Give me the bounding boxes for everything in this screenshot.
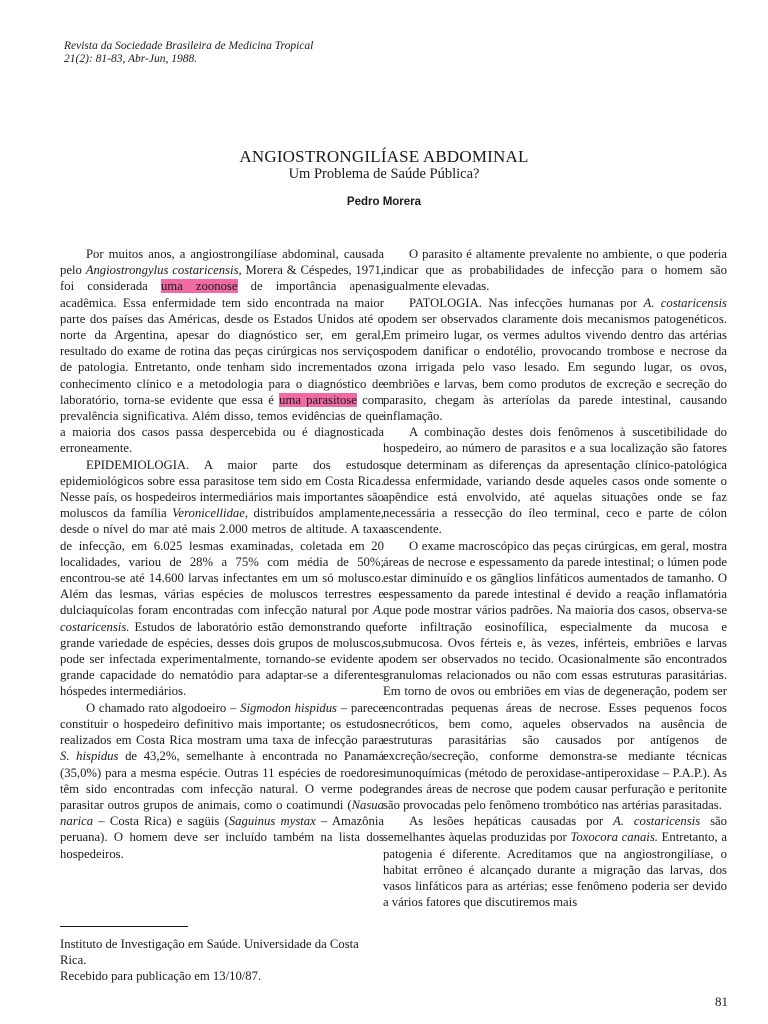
- left-column: [60, 246, 384, 862]
- paragraph-parasito-prevalente: O parasito é altamente prevalente no ambiente, o que poderia indicar que as probabilidades de infecção para o homem são igualmente elevadas.: [383, 247, 727, 294]
- paragraph-intro: Por muitos anos, a angiostrongilíase abdominal, causada pelo Angiostrongylus costaricensis, Morera & Céspedes, 1971, foi considerada uma zoonose de importância apenas acadêmica. Essa enfermidade tem sido encontrada na maior parte dos países das Américas, desde os Estados Unidos até o norte da Argentina, apesar do diagnóstico ser, em geral, resultado do exame de rotina das peças cirúrgicas nos serviços de patologia. Entretanto, onde tenham sido incrementados o conhecimento clínico e a metodologia para o diagnóstico de laboratório, torna-se evidente que essa é uma parasitose com prevalência significativa. Além disso, temos evidências de que a maioria dos casos passa despercebida ou é diagnosticada erroneamente.: [60, 247, 385, 456]
- paragraph-combinacao: A combinação destes dois fenômenos à suscetibilidade do hospedeiro, ao número de parasitos e a sua localização são fatores que determinam as diferenças da apresentação clínico-patológica dessa enfermidade, variando desde aqueles casos onde somente o apêndice está envolvido, até aquelas situações onde se faz necessária a ressecção do íleo terminal, ceco e parte de cólon ascendente.: [383, 425, 727, 537]
- footnote-divider: [60, 926, 188, 927]
- paragraph-lesoes-hepaticas: As lesões hepáticas causadas por A. costaricensis são semelhantes àquelas produzidas por Toxocora canais. Entretanto, a patogenia é diferente. Acreditamos que na angiostrongilíase, o habitat errôneo é alcançado durante a migração das larvas, dos vasos linfáticos para as artérias; esse fenômeno poderia ser devido a vários fatores que discutiremos mais: [383, 814, 727, 910]
- journal-name: Revista da Sociedade Brasileira de Medicina Tropical: [64, 40, 314, 52]
- article-title: ANGIOSTRONGILÍASE ABDOMINAL: [239, 147, 529, 166]
- right-column: [383, 246, 727, 910]
- footnote-affiliation: Instituto de Investigação em Saúde. Universidade da Costa Rica.: [60, 937, 359, 967]
- paragraph-exame-macroscopico: O exame macroscópico das peças cirúrgicas, em geral, mostra áreas de necrose e espessamento da parede intestinal; o lúmen pode estar diminuído e os gânglios linfáticos aumentados de tamanho. O espessamento da parede intestinal é devido a reação inflamatória que pode mostrar vários padrões. Na maioria dos casos, observa-se forte infiltração eosinofílica, especialmente da mucosa e submucosa. Ovos férteis e, às vezes, inférteis, embriões e larvas podem ser observados no tecido. Ocasionalmente são encontrados granulomas relacionados ou não com essas estruturas parasitárias. Em torno de ovos ou embriões em vias de degeneração, podem ser encontradas pequenas áreas de necrose. Esses pequenos focos necróticos, bem como, aqueles observados na ausência de estruturas parasitárias são causados por antígenos de excreção/secreção, conforme demonstra-se mediante técnicas imunoquímicas (método de peroxidase-antiperoxidase – P.A.P.). As grandes áreas de necrose que podem causar perfuração e peritonite são provocadas pelo fenômeno trombótico nas artérias parasitadas.: [383, 538, 727, 812]
- article-author: Pedro Morera: [346, 196, 422, 208]
- page-number: 81: [715, 994, 728, 1009]
- paragraph-rato-algodoeiro: O chamado rato algodoeiro – Sigmodon hispidus – parece constituir o hospedeiro definitivo mais importante; os estudos realizados em Costa Rica mostram uma taxa de infecção para S. hispidus de 43,2%, semelhante à encontrada no Panamá (35,0%) para a mesma espécie. Outras 11 espécies de roedores têm sido encontradas com infecção natural. O verme pode parasitar outros grupos de animais, como o coatimundi (Nasua narica – Costa Rica) e sagüis (Saguinus mystax – Amazônia peruana). O homem deve ser incluído também na lista dos hospedeiros.: [60, 700, 384, 861]
- footnote-received: Recebido para publicação em 13/10/87.: [60, 969, 262, 983]
- journal-citation: 21(2): 81-83, Abr-Jun, 1988.: [64, 53, 198, 65]
- journal-header: [64, 40, 313, 66]
- footnote: [60, 936, 384, 984]
- highlight-parasitose: uma parasitose: [279, 392, 357, 407]
- paragraph-patologia: PATOLOGIA. Nas infecções humanas por A. costaricensis podem ser observados claramente dois mecanismos patogenéticos. Em primeiro lugar, os vermes adultos vivendo dentro das artérias podem danificar o endotélio, provocando trombose e necrose da zona irrigada pelo vaso lesado. Em segundo lugar, os ovos, embriões e larvas, bem como produtos de excreção e secreção do parasito, chegam às arteríolas da parede intestinal, causando inflamação.: [383, 295, 727, 424]
- highlight-zoonose: uma zoonose: [160, 279, 238, 294]
- article-subtitle: Um Problema de Saúde Pública?: [288, 166, 480, 182]
- paragraph-epidemiologia: EPIDEMIOLOGIA. A maior parte dos estudos epidemiológicos sobre essa parasitose tem sido em Costa Rica. Nesse país, os hospedeiros intermediários mais importantes são moluscos da família Veronicellidae, distribuídos amplamente, desde o nível do mar até mais 2.000 metros de altitude. A taxa de infecção, em 6.025 lesmas examinadas, coletada em 20 localidades, variou de 28% a 75% com média de 50%; encontrou-se até 14.600 larvas infectantes em um só molusco. Além das lesmas, várias espécies de moluscos terrestres e dulciaquícolas foram encontradas com infecção natural por A. costaricensis. Estudos de laboratório estão demonstrando que grande variedade de espécies, desses dois grupos de moluscos, pode ser infectada experimentalmente, tornando-se evidente a grande capacidade do nematódio para adaptar-se a diferentes hóspedes intermediários.: [60, 457, 385, 699]
